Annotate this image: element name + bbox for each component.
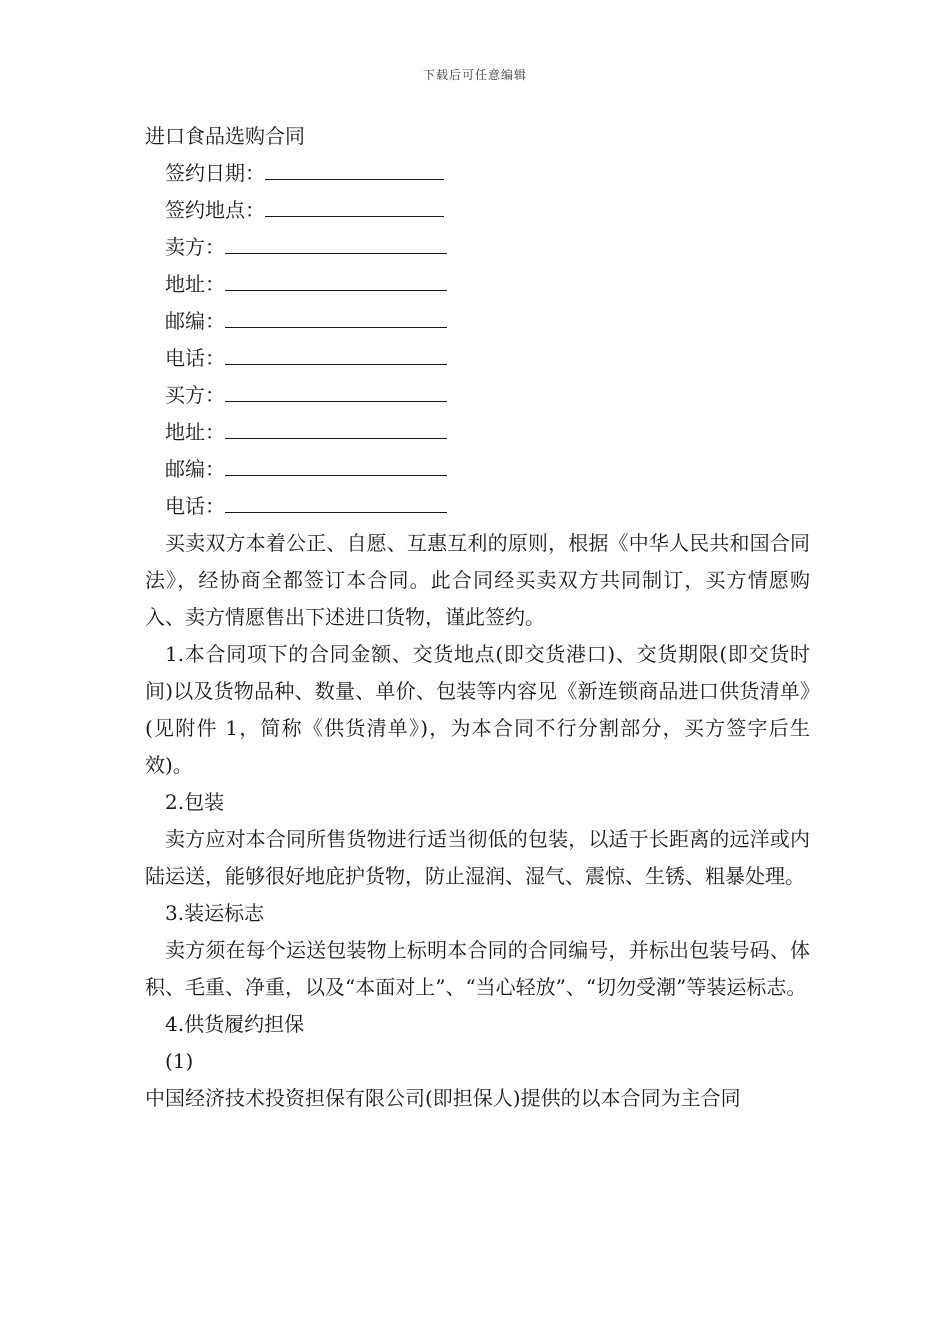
buyer-address-label: 地址：: [165, 420, 225, 444]
clause-2-paragraph: 卖方应对本合同所售货物进行适当彻低的包装，以适于长距离的远洋或内陆运送，能够很好地庇护货物，防止湿润、湿气、震惊、生锈、粗暴处理。: [145, 827, 810, 888]
sign-place-field: [145, 192, 810, 229]
buyer-address-field: [145, 414, 810, 451]
sign-place-blank: [265, 194, 444, 217]
seller-postcode-blank: [225, 305, 447, 328]
buyer-name-field: [145, 377, 810, 414]
sign-place-label: 签约地点：: [165, 198, 265, 222]
sign-date-field: [145, 155, 810, 192]
buyer-postcode-blank: [225, 453, 447, 476]
buyer-address-blank: [225, 416, 447, 439]
sign-date-label: 签约日期：: [165, 161, 265, 185]
intro-paragraph: 买卖双方本着公正、自愿、互惠互利的原则，根据《中华人民共和国合同法》，经协商全都签订本合同。此合同经买卖双方共同制订，买方情愿购入、卖方情愿售出下述进口货物，谨此签约。: [145, 531, 810, 629]
clause-3-heading: 3.装运标志: [165, 901, 265, 925]
clause-4-subitem-label: (1): [165, 1049, 194, 1073]
buyer-postcode-field: [145, 451, 810, 488]
clause-4-heading: 4.供货履约担保: [165, 1012, 305, 1036]
seller-name-label: 卖方：: [165, 235, 225, 259]
buyer-name-blank: [225, 379, 447, 402]
clause-1-paragraph: 1.本合同项下的合同金额、交货地点(即交货港口)、交货期限(即交货时间)以及货物品种、数量、单价、包装等内容见《新连锁商品进口供货清单》(见附件 1，简称《供货清单》)，为本合同不行分割部分，买方签字后生效)。: [145, 642, 810, 777]
seller-name-blank: [225, 231, 447, 254]
clause-2-heading: 2.包装: [165, 790, 225, 814]
sign-date-blank: [265, 157, 444, 180]
contract-title: 进口食品选购合同: [145, 124, 305, 148]
seller-address-label: 地址：: [165, 272, 225, 296]
seller-address-field: [145, 266, 810, 303]
buyer-name-label: 买方：: [165, 383, 225, 407]
seller-postcode-label: 邮编：: [165, 309, 225, 333]
clause-3-paragraph: 卖方须在每个运送包装物上标明本合同的合同编号，并标出包装号码、体积、毛重、净重，以及“本面对上”、“当心轻放”、“切勿受潮”等装运标志。: [145, 938, 810, 999]
buyer-phone-label: 电话：: [165, 494, 225, 518]
header-note: 下载后可任意编辑: [422, 68, 527, 82]
buyer-postcode-label: 邮编：: [165, 457, 225, 481]
contract-body: [145, 118, 810, 1117]
seller-postcode-field: [145, 303, 810, 340]
clause-4-paragraph: 中国经济技术投资担保有限公司(即担保人)提供的以本合同为主合同: [145, 1086, 741, 1110]
seller-name-field: [145, 229, 810, 266]
seller-phone-field: [145, 340, 810, 377]
buyer-phone-blank: [225, 490, 447, 513]
seller-address-blank: [225, 268, 447, 291]
buyer-phone-field: [145, 488, 810, 525]
seller-phone-label: 电话：: [165, 346, 225, 370]
seller-phone-blank: [225, 342, 447, 365]
